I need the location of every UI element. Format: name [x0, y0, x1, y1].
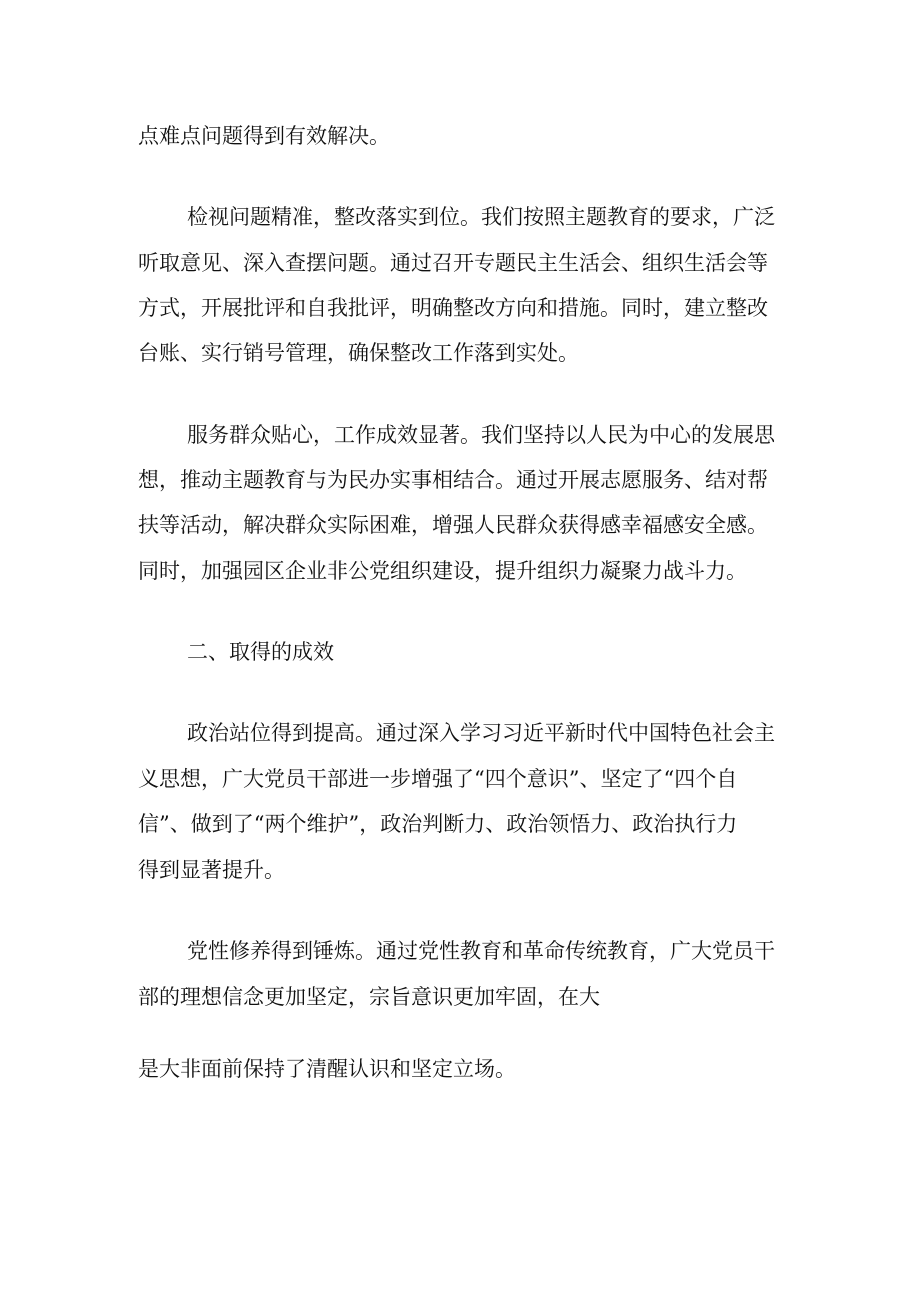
- text-line: 义思想，广大党员干部进一步增强了“四个意识”、坚定了“四个自: [138, 767, 738, 791]
- text-line: 得到显著提升。: [138, 858, 285, 882]
- text-line: 信”、做到了“两个维护”，政治判断力、政治领悟力、政治执行力: [138, 812, 738, 836]
- paragraph-first-line: 检视问题精准，整改落实到位。我们按照主题教育的要求，广泛: [187, 205, 775, 229]
- text-line: 台账、实行销号管理，确保整改工作落到实处。: [138, 341, 579, 365]
- paragraph-first-line: 党性修养得到锤炼。通过党性教育和革命传统教育，广大党员干: [187, 939, 775, 963]
- text-line: 听取意见、深入查摆问题。通过召开专题民主生活会、组织生活会等: [138, 251, 768, 275]
- paragraph-first-line: 政治站位得到提高。通过深入学习习近平新时代中国特色社会主: [187, 721, 775, 745]
- text-line: 方式，开展批评和自我批评，明确整改方向和措施。同时，建立整改: [138, 296, 768, 320]
- text-line: 想，推动主题教育与为民办实事相结合。通过开展志愿服务、结对帮: [138, 468, 768, 492]
- text-line: 是大非面前保持了清醒认识和坚定立场。: [138, 1057, 516, 1081]
- text-line: 点难点问题得到有效解决。: [138, 124, 390, 148]
- section-heading: 二、取得的成效: [187, 640, 334, 664]
- text-line: 部的理想信念更加坚定，宗旨意识更加牢固，在大: [138, 985, 600, 1009]
- text-line: 扶等活动，解决群众实际困难，增强人民群众获得感幸福感安全感。: [138, 513, 768, 537]
- text-line: 同时，加强园区企业非公党组织建设，提升组织力凝聚力战斗力。: [138, 559, 747, 583]
- paragraph-first-line: 服务群众贴心，工作成效显著。我们坚持以人民为中心的发展思: [187, 423, 775, 447]
